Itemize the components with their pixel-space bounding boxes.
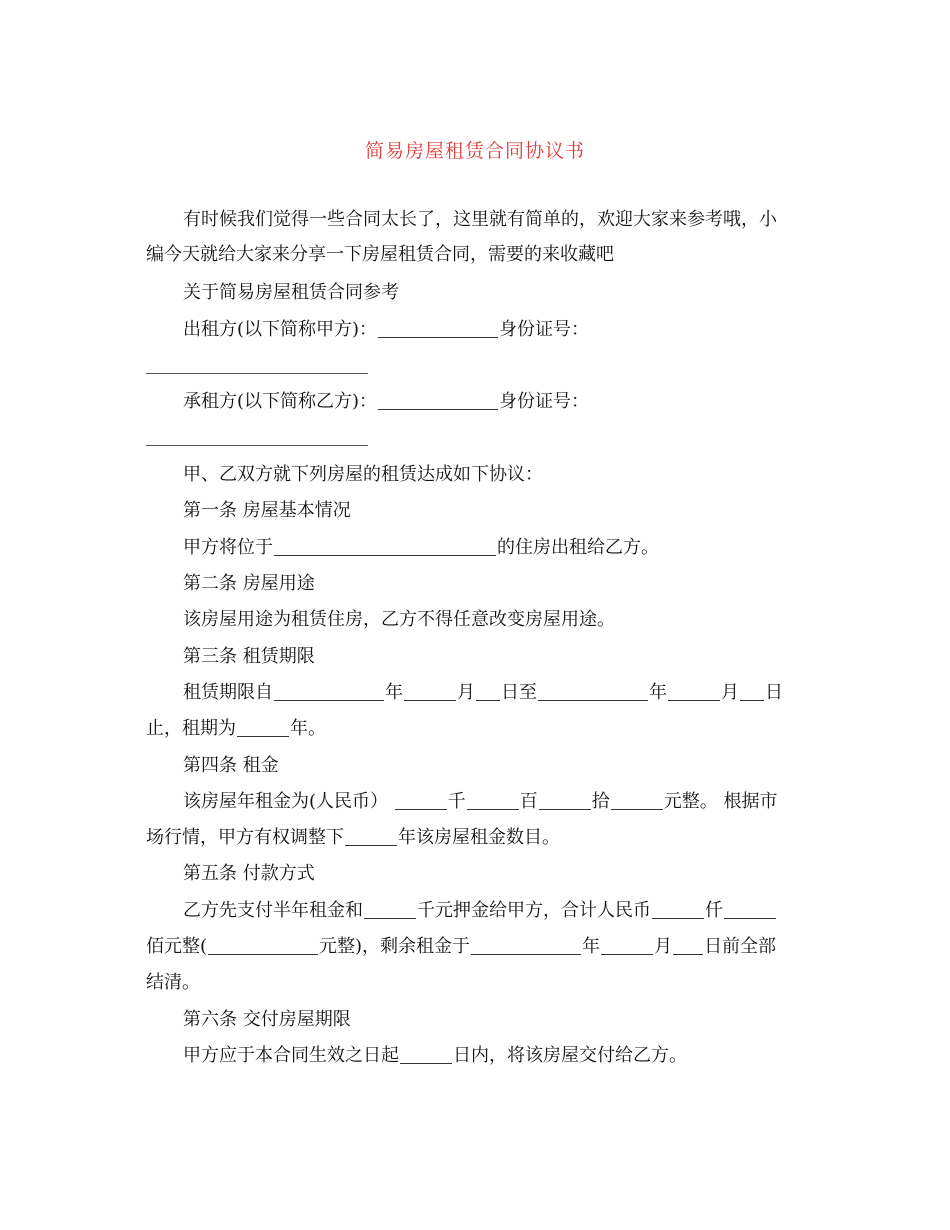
article-5-month: 月 (654, 936, 673, 957)
total-thousand-blank (652, 900, 704, 919)
article-5-text-d: 佰元整( (146, 936, 208, 957)
article-4-thousand: 千 (447, 791, 466, 812)
article-5-text-e: 元整)，剩余租金于 (319, 936, 471, 957)
article-3-text-c: 止，租期为 (146, 718, 236, 739)
article-4-hundred: 百 (519, 791, 538, 812)
article-3-day-2: 日 (765, 682, 783, 703)
article-5-heading: 第五条 付款方式 (183, 863, 315, 884)
article-4-yuan: 元整。 根据市 (663, 791, 778, 812)
article-4-heading: 第四条 租金 (183, 755, 279, 776)
document-title: 简易房屋租赁合同协议书 (364, 140, 585, 162)
lessor-name-blank (378, 319, 498, 338)
start-year-blank (274, 682, 384, 701)
total-hundred-blank (724, 900, 776, 919)
end-year-blank (538, 682, 648, 701)
article-6-text-a: 甲方应于本合同生效之日起 (183, 1045, 399, 1066)
article-3-year: 年 (385, 682, 403, 703)
article-1-text-b: 的住房出租给乙方。 (497, 537, 659, 558)
article-1-text (183, 536, 838, 560)
article-6-text (183, 1044, 838, 1068)
article-1-heading: 第一条 房屋基本情况 (183, 500, 351, 521)
end-month-blank (668, 682, 720, 701)
article-4-text-a: 该房屋年租金为(人民币） (183, 791, 389, 812)
article-3-year-2: 年 (649, 682, 667, 703)
agreement-intro: 甲、乙双方就下列房屋的租赁达成如下协议： (183, 464, 543, 485)
lessee-label: 承租方(以下简称乙方)： (183, 391, 378, 412)
adjust-year-blank (345, 827, 397, 846)
article-4-text-1 (183, 790, 838, 814)
subtitle: 关于简易房屋租赁合同参考 (183, 282, 399, 303)
article-5-text-b: 千元押金给甲方，合计人民币 (417, 900, 651, 921)
intro-line-1: 有时候我们觉得一些合同太长了，这里就有简单的，欢迎大家来参考哦，小 (183, 209, 777, 230)
deposit-blank (364, 900, 416, 919)
remaining-year-blank (471, 936, 581, 955)
rent-yuan-blank (611, 791, 663, 810)
article-3-text-2 (146, 717, 801, 741)
address-blank (274, 537, 496, 556)
article-3-text-a: 租赁期限自 (183, 682, 273, 703)
start-day-blank (476, 682, 500, 701)
total-amount-blank (208, 936, 318, 955)
lessee-id-label: 身份证号： (499, 391, 590, 412)
lessor-id-blank (146, 373, 368, 374)
article-5-text-3: 结清。 (146, 972, 200, 993)
rent-ten-blank (539, 791, 591, 810)
lessor-id-label: 身份证号： (499, 319, 590, 340)
intro-line-2: 编今天就给大家来分享一下房屋租赁合同，需要的来收藏吧 (146, 244, 614, 265)
article-4-text-2 (146, 826, 801, 850)
article-6-heading: 第六条 交付房屋期限 (183, 1009, 351, 1030)
rent-thousand-blank (395, 791, 447, 810)
lessor-label: 出租方(以下简称甲方)： (183, 319, 378, 340)
article-3-month: 月 (457, 682, 475, 703)
remaining-month-blank (601, 936, 653, 955)
article-3-text-d: 年。 (290, 718, 326, 739)
lessee-id-blank (146, 445, 368, 446)
article-2-heading: 第二条 房屋用途 (183, 573, 315, 594)
rent-hundred-blank (467, 791, 519, 810)
article-3-month-2: 月 (721, 682, 739, 703)
lessee-name-blank (378, 391, 498, 410)
lessor-line (183, 318, 838, 342)
article-3-heading: 第三条 租赁期限 (183, 646, 315, 667)
term-years-blank (237, 718, 289, 737)
lessee-line (183, 390, 838, 414)
end-day-blank (740, 682, 764, 701)
article-5-text-c: 仟 (705, 900, 723, 921)
article-5-year: 年 (582, 936, 601, 957)
remaining-day-blank (673, 936, 703, 955)
article-5-text-1 (183, 899, 838, 923)
article-5-text-a: 乙方先支付半年租金和 (183, 900, 363, 921)
article-3-text-1 (183, 681, 798, 705)
article-2-text: 该房屋用途为租赁住房，乙方不得任意改变房屋用途。 (183, 609, 615, 630)
article-1-text-a: 甲方将位于 (183, 537, 273, 558)
article-4-ten: 拾 (591, 791, 610, 812)
article-5-text-h: 日前全部 (704, 936, 777, 957)
article-4-text-c: 场行情，甲方有权调整下 (146, 827, 344, 848)
article-5-text-2 (146, 935, 801, 959)
article-4-text-d: 年该房屋租金数目。 (398, 827, 560, 848)
article-3-day-to: 日至 (501, 682, 537, 703)
delivery-days-blank (400, 1045, 452, 1064)
article-6-text-b: 日内，将该房屋交付给乙方。 (453, 1045, 687, 1066)
start-month-blank (404, 682, 456, 701)
